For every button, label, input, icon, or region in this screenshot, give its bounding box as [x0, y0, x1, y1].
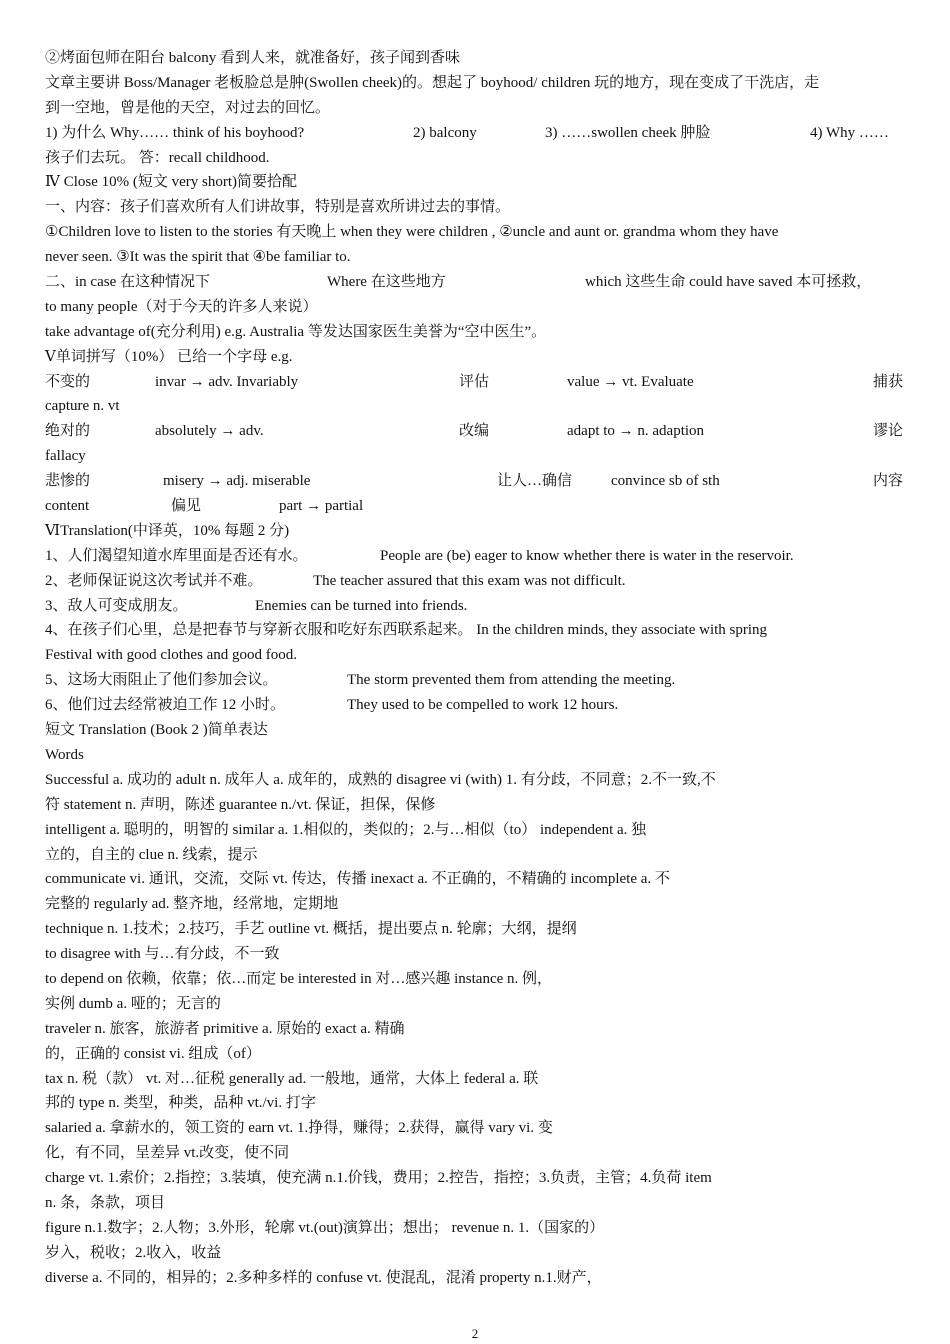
- text-line: technique n. 1.技术；2.技巧，手艺 outline vt. 概括，提出要点 n. 轮廓；大纲，提纲: [45, 921, 577, 938]
- text-line: 2、老师保证说这次考试并不难。 The teacher assured that this exam was not difficult.: [45, 572, 626, 589]
- text-line: never seen. ③It was the spirit that ④be familiar to.: [45, 249, 351, 266]
- text-line: to depend on 依赖，依靠；依…而定 be interested in 对…感兴趣 instance n. 例，: [45, 970, 553, 987]
- text-line: 岁入，税收；2.收入，收益: [45, 1244, 222, 1261]
- text-line: salaried a. 拿薪水的，领工资的 earn vt. 1.挣得，赚得；2.获得，赢得 vary vi. 变: [45, 1120, 553, 1137]
- text-line: 孩子们去玩。 答：recall childhood.: [45, 149, 270, 166]
- text-line: n. 条，条款，项目: [45, 1194, 166, 1211]
- section-heading: 短文 Translation (Book 2 )简单表达: [45, 722, 268, 739]
- text-line: 二、in case 在这种情况下 Where 在这些地方 which 这些生命 could have saved 本可拯救，: [45, 274, 872, 291]
- text-line: ①Children love to listen to the stories 有天晚上 when they were children , ②uncle and aunt or. grandma whom they have: [45, 224, 779, 241]
- text-line: 一、内容：孩子们喜欢所有人们讲故事，特别是喜欢所讲过去的事情。: [45, 199, 511, 216]
- text-line: 立的，自主的 clue n. 线索，提示: [45, 846, 258, 863]
- text-line: 文章主要讲 Boss/Manager 老板脸总是肿(Swollen cheek)的。想起了 boyhood/ children 玩的地方，现在变成了干洗店，走: [45, 74, 820, 91]
- text-line: take advantage of(充分利用) e.g. Australia 等发达国家医生美誉为“空中医生”。: [45, 323, 547, 340]
- text-line: 1) 为什么 Why…… think of his boyhood? 2) balcony 3) ……swollen cheek 肿脸 4) Why ……: [45, 124, 889, 141]
- section-heading: Words: [45, 746, 84, 763]
- text-line: ②烤面包师在阳台 balcony 看到人来，就准备好，孩子闻到香味: [45, 50, 460, 66]
- document-page: [45, 46, 907, 1291]
- text-line: 绝对的 absolutely → adv. 改编 adapt to → n. adaption 谬论: [45, 423, 904, 440]
- section-heading: ⅥTranslation(中译英，10% 每题 2 分): [45, 522, 290, 539]
- text-line: 符 statement n. 声明，陈述 guarantee n./vt. 保证，担保，保修: [45, 796, 436, 813]
- text-line: 到一空地，曾是他的天空，对过去的回忆。: [45, 99, 331, 116]
- text-line: 完整的 regularly ad. 整齐地，经常地，定期地: [45, 896, 339, 913]
- text-line: traveler n. 旅客，旅游者 primitive a. 原始的 exact a. 精确: [45, 1020, 405, 1037]
- text-line: content 偏见 part → partial: [45, 498, 364, 515]
- text-line: 3、敌人可变成朋友。 Enemies can be turned into friends.: [45, 597, 468, 614]
- text-line: tax n. 税（款） vt. 对…征税 generally ad. 一般地，通常，大体上 federal a. 联: [45, 1070, 539, 1087]
- text-line: 悲惨的 misery → adj. miserable 让人…确信 convince sb of sth 内容: [45, 473, 904, 490]
- text-line: 6、他们过去经常被迫工作 12 小时。 They used to be compelled to work 12 hours.: [45, 697, 619, 714]
- text-line: intelligent a. 聪明的，明智的 similar a. 1.相似的，类似的；2.与…相似（to） independent a. 独: [45, 821, 647, 838]
- text-line: 4、在孩子们心里，总是把春节与穿新衣服和吃好东西联系起来。 In the children minds, they associate with spring: [45, 622, 768, 639]
- text-line: 邦的 type n. 类型，种类，品种 vt./vi. 打字: [45, 1095, 316, 1112]
- page-number: 2: [471, 1326, 479, 1341]
- text-line: 的，正确的 consist vi. 组成（of）: [45, 1045, 261, 1062]
- text-line: 实例 dumb a. 哑的；无言的: [45, 995, 221, 1012]
- text-line: 5、这场大雨阻止了他们参加会议。 The storm prevented them from attending the meeting.: [45, 672, 676, 689]
- text-line: Festival with good clothes and good food.: [45, 647, 298, 664]
- section-heading: Ⅳ Close 10% (短文 very short)简要拾配: [45, 174, 298, 191]
- text-line: 化，有不同，呈差异 vt.改变，使不同: [45, 1145, 290, 1162]
- text-line: diverse a. 不同的，相异的；2.多种多样的 confuse vt. 使混乱，混淆 property n.1.财产，: [45, 1269, 602, 1286]
- text-line: figure n.1.数字；2.人物；3.外形，轮廓 vt.(out)演算出；想出； revenue n. 1.（国家的）: [45, 1219, 605, 1236]
- section-heading: Ⅴ单词拼写（10%） 已给一个字母 e.g.: [45, 348, 293, 365]
- text-line: capture n. vt: [45, 398, 120, 415]
- text-line: charge vt. 1.索价；2.指控；3.装填，使充满 n.1.价钱，费用；2.控告，指控；3.负责，主管；4.负荷 item: [45, 1170, 712, 1187]
- text-line: fallacy: [45, 448, 86, 465]
- text-line: to many people（对于今天的许多人来说）: [45, 298, 318, 315]
- text-line: communicate vi. 通讯，交流，交际 vt. 传达，传播 inexact a. 不正确的，不精确的 incomplete a. 不: [45, 871, 670, 888]
- text-line: 1、人们渴望知道水库里面是否还有水。 People are (be) eager to know whether there is water in the reservoir.: [45, 547, 794, 564]
- text-line: Successful a. 成功的 adult n. 成年人 a. 成年的，成熟的 disagree vi (with) 1. 有分歧，不同意；2.不一致,不: [45, 771, 716, 788]
- text-line: to disagree with 与…有分歧，不一致: [45, 946, 280, 963]
- text-line: 不变的 invar → adv. Invariably 评估 value → vt. Evaluate 捕获: [45, 373, 904, 390]
